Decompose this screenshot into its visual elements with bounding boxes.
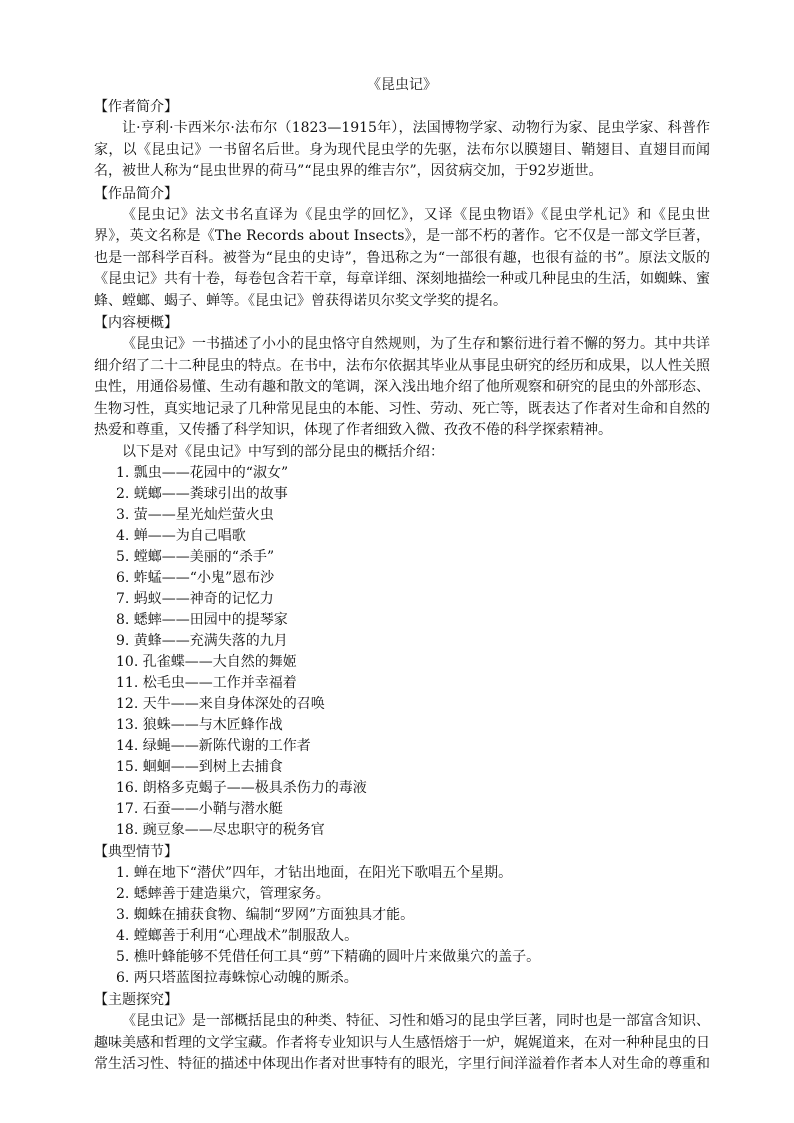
- list-item: 16. 朗格多克蝎子——极具杀伤力的毒液: [116, 780, 367, 796]
- list-item: 1. 蝉在地下“潜伏”四年，才钻出地面，在阳光下歌唱五个星期。: [116, 865, 513, 881]
- list-item: 3. 蜘蛛在捕获食物、编制“罗网”方面独具才能。: [116, 907, 415, 923]
- list-item: 5. 螳螂——美丽的“杀手”: [116, 549, 275, 565]
- section-heading-plot: 【典型情节】: [94, 844, 178, 860]
- list-item: 12. 天牛——来自身体深处的召唤: [116, 696, 325, 712]
- list-item: 2. 蜣螂——粪球引出的故事: [116, 486, 288, 502]
- list-item: 6. 两只塔蓝图拉毒蛛惊心动魄的厮杀。: [116, 970, 358, 986]
- list-item: 4. 螳螂善于利用“心理战术”制服敌人。: [116, 928, 359, 944]
- list-item: 3. 萤——星光灿烂萤火虫: [116, 507, 274, 523]
- list-item: 9. 黄蜂——充满失落的九月: [116, 633, 288, 649]
- section-heading-summary: 【内容梗概】: [94, 315, 178, 331]
- section-heading-theme: 【主题探究】: [94, 992, 178, 1008]
- list-item: 10. 孔雀蝶——大自然的舞姬: [116, 654, 297, 670]
- plot-list: [94, 863, 710, 989]
- list-item: 2. 蟋蟀善于建造巢穴，管理家务。: [116, 886, 330, 902]
- list-item: 13. 狼蛛——与木匠蜂作战: [116, 717, 283, 733]
- section-heading-author: 【作者简介】: [94, 99, 178, 115]
- list-item: 11. 松毛虫——工作并幸福着: [116, 675, 297, 691]
- list-item: 15. 蛔蛔——到树上去捕食: [116, 759, 283, 775]
- summary-intro: 以下是对《昆虫记》中写到的部分昆虫的概括介绍：: [122, 443, 444, 460]
- document-title: 《昆虫记》: [367, 77, 437, 93]
- insect-list: [94, 463, 710, 841]
- list-item: 17. 石蚕——小鞘与潜水艇: [116, 801, 283, 817]
- work-paragraph: 《昆虫记》法文书名直译为《昆虫学的回忆》，又译《昆虫物语》《昆虫学札记》和《昆虫世界》，英文名称是《The Records about Insects》，是一部不朽的著作。它不仅是一部文学巨著，也是一部科学百科。被誉为“昆虫的史诗”，鲁迅称之为“一部很有趣，也很有益的书”。原法文版的《昆虫记》共有十卷，每卷包含若干章，每章详细、深刻地描绘一种或几种昆虫的生活，如蜘蛛、蜜蜂、螳螂、蝎子、蝉等。《昆虫记》曾获得诺贝尔奖文学奖的提名。: [94, 206, 710, 309]
- document-page: [94, 74, 710, 1076]
- list-item: 7. 蚂蚁——神奇的记忆力: [116, 591, 274, 607]
- section-heading-work: 【作品简介】: [94, 185, 178, 202]
- author-paragraph: 让·亨利·卡西米尔·法布尔（1823—1915年），法国博物学家、动物行为家、昆虫学家、科普作家，以《昆虫记》一书留名后世。身为现代昆虫学的先驱，法布尔以膜翅目、鞘翅目、直翅目而闻名，被世人称为“昆虫世界的荷马”“昆虫界的维吉尔”，因贫病交加，于92岁逝世。: [94, 120, 710, 179]
- list-item: 1. 瓢虫——花园中的“淑女”: [116, 465, 289, 481]
- list-item: 8. 蟋蟀——田园中的提琴家: [116, 612, 288, 628]
- list-item: 18. 豌豆象——尽忠职守的税务官: [116, 822, 325, 838]
- summary-paragraph: 《昆虫记》一书描述了小小的昆虫恪守自然规则，为了生存和繁衍进行着不懈的努力。其中共详细介绍了二十二种昆虫的特点。在书中，法布尔依据其毕业从事昆虫研究的经历和成果，以人性关照虫性，用通俗易懂、生动有趣和散文的笔调，深入浅出地介绍了他所观察和研究的昆虫的外部形态、生物习性，真实地记录了几种常见昆虫的本能、习性、劳动、死亡等，既表达了作者对生命和自然的热爱和尊重，又传播了科学知识，体现了作者细致入微、孜孜不倦的科学探索精神。: [94, 336, 710, 438]
- list-item: 4. 蝉——为自己唱歌: [116, 528, 246, 544]
- list-item: 5. 樵叶蜂能够不凭借任何工具“剪”下精确的圆叶片来做巢穴的盖子。: [116, 949, 541, 965]
- list-item: 14. 绿蝇——新陈代谢的工作者: [116, 738, 311, 754]
- theme-paragraph: 《昆虫记》是一部概括昆虫的种类、特征、习性和婚习的昆虫学巨著，同时也是一部富含知识、趣味美感和哲理的文学宝藏。作者将专业知识与人生感悟熔于一炉，娓娓道来，在对一种种昆虫的日常生活习性、特征的描述中体现出作者对世事特有的眼光，字里行间洋溢着作者本人对生命的尊重和: [94, 1013, 710, 1072]
- list-item: 6. 蚱蜢——“小鬼”恩布沙: [116, 570, 275, 586]
